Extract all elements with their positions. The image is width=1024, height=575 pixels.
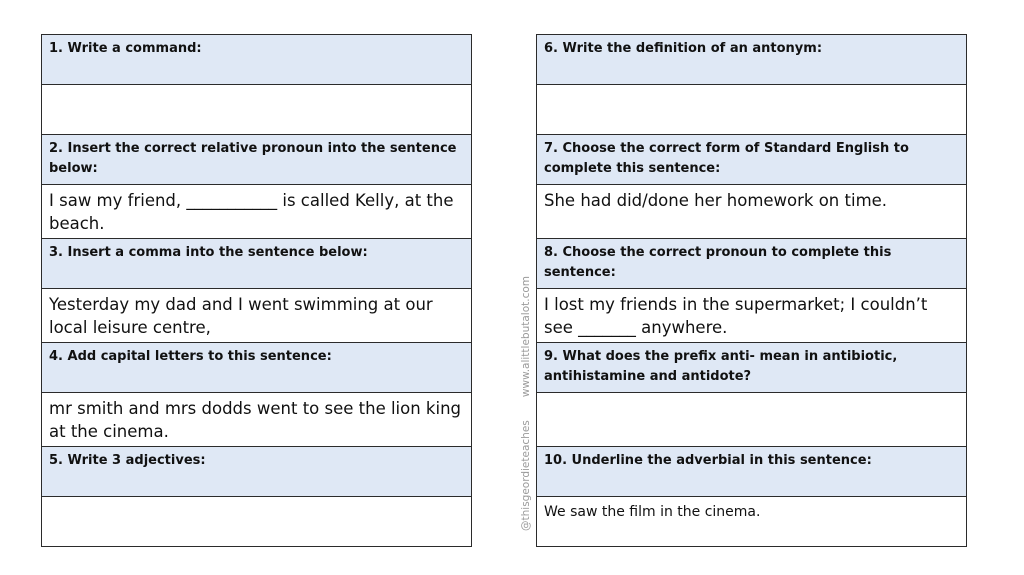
watermark-website: www.alittlebutalot.com (520, 276, 532, 398)
answer-8[interactable]: I lost my friends in the supermarket; I couldn’t see _______ anywhere. (537, 289, 967, 343)
question-9: 9. What does the prefix anti- mean in antibiotic, antihistamine and antidote? (537, 343, 967, 393)
answer-3[interactable]: Yesterday my dad and I went swimming at our local leisure centre, (42, 289, 472, 343)
question-8: 8. Choose the correct pronoun to complete this sentence: (537, 239, 967, 289)
left-question-table (41, 34, 472, 547)
answer-7[interactable]: She had did/done her homework on time. (537, 185, 967, 239)
question-10: 10. Underline the adverbial in this sentence: (537, 447, 967, 497)
question-6: 6. Write the definition of an antonym: (537, 35, 967, 85)
question-4: 4. Add capital letters to this sentence: (42, 343, 472, 393)
watermark-handle: @thisgeordieteaches (520, 420, 532, 531)
question-2: 2. Insert the correct relative pronoun into the sentence below: (42, 135, 472, 185)
answer-9[interactable] (537, 393, 967, 447)
right-question-table (536, 34, 967, 547)
answer-1[interactable] (42, 85, 472, 135)
question-1: 1. Write a command: (42, 35, 472, 85)
question-3: 3. Insert a comma into the sentence below: (42, 239, 472, 289)
question-7: 7. Choose the correct form of Standard English to complete this sentence: (537, 135, 967, 185)
answer-6[interactable] (537, 85, 967, 135)
answer-4[interactable]: mr smith and mrs dodds went to see the lion king at the cinema. (42, 393, 472, 447)
answer-5[interactable] (42, 497, 472, 547)
question-5: 5. Write 3 adjectives: (42, 447, 472, 497)
answer-2[interactable]: I saw my friend, ___________ is called Kelly, at the beach. (42, 185, 472, 239)
answer-10[interactable]: We saw the film in the cinema. (537, 497, 967, 547)
